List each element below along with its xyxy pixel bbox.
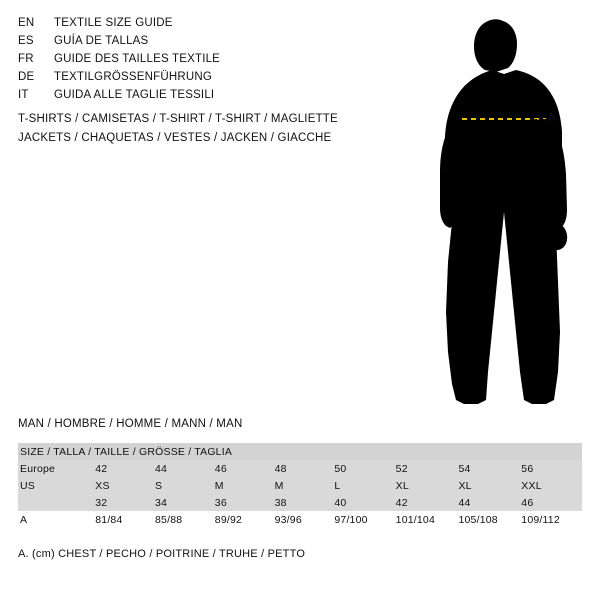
category-list	[18, 110, 338, 148]
language-code: FR	[18, 53, 34, 65]
language-list	[18, 14, 418, 104]
cell: 44	[153, 460, 213, 477]
cell: 38	[273, 494, 333, 511]
list-item	[18, 50, 418, 68]
cell: XXL	[519, 477, 582, 494]
size-table	[18, 443, 582, 528]
cell: 34	[153, 494, 213, 511]
cell: 46	[519, 494, 582, 511]
marker-label-a: A	[548, 112, 556, 124]
cell: 105/108	[456, 511, 519, 528]
cell: 50	[332, 460, 393, 477]
cell: 89/92	[213, 511, 273, 528]
language-title: GUIDA ALLE TAGLIE TESSILI	[54, 89, 215, 101]
cell: 42	[93, 460, 153, 477]
cell: 52	[394, 460, 457, 477]
cell: S	[153, 477, 213, 494]
language-title: TEXTILE SIZE GUIDE	[54, 17, 173, 29]
cell: 46	[213, 460, 273, 477]
cell: 42	[394, 494, 457, 511]
language-title: GUIDE DES TAILLES TEXTILE	[54, 53, 221, 65]
category-jackets: JACKETS / CHAQUETAS / VESTES / JACKEN / GIACCHE	[18, 132, 332, 144]
cell: XS	[93, 477, 153, 494]
cell: XL	[456, 477, 519, 494]
table-header-label: SIZE / TALLA / TAILLE / GRÖSSE / TAGLIA	[18, 443, 582, 460]
list-item	[18, 86, 418, 104]
row-label	[18, 494, 93, 511]
cell: 81/84	[93, 511, 153, 528]
language-code: IT	[18, 89, 29, 101]
cell: 40	[332, 494, 393, 511]
table-row	[18, 477, 582, 494]
list-item	[18, 14, 418, 32]
footnote-chest: A. (cm) CHEST / PECHO / POITRINE / TRUHE / PETTO	[18, 548, 306, 560]
table-row	[18, 511, 582, 528]
language-code: ES	[18, 35, 34, 47]
list-item	[18, 68, 418, 86]
marker-leader-line	[530, 119, 546, 120]
category-tshirts: T-SHIRTS / CAMISETAS / T-SHIRT / T-SHIRT / MAGLIETTE	[18, 113, 338, 125]
cell: M	[213, 477, 273, 494]
cell: M	[273, 477, 333, 494]
cell: 48	[273, 460, 333, 477]
language-code: EN	[18, 17, 35, 29]
cell: 54	[456, 460, 519, 477]
table-row	[18, 460, 582, 477]
row-label: Europe	[18, 460, 93, 477]
row-label: US	[18, 477, 93, 494]
row-label: A	[18, 511, 93, 528]
cell: 93/96	[273, 511, 333, 528]
table-row	[18, 494, 582, 511]
cell: 44	[456, 494, 519, 511]
list-item	[18, 32, 418, 50]
cell: 32	[93, 494, 153, 511]
section-title-man: MAN / HOMBRE / HOMME / MANN / MAN	[18, 418, 243, 430]
cell: 97/100	[332, 511, 393, 528]
cell: XL	[394, 477, 457, 494]
male-torso-silhouette	[400, 12, 600, 412]
cell: L	[332, 477, 393, 494]
table-header-row	[18, 443, 582, 460]
cell: 85/88	[153, 511, 213, 528]
language-code: DE	[18, 71, 35, 83]
language-title: TEXTILGRÖSSENFÜHRUNG	[54, 71, 212, 83]
figure-illustration	[400, 12, 600, 412]
cell: 36	[213, 494, 273, 511]
language-title: GUÍA DE TALLAS	[54, 35, 149, 47]
cell: 56	[519, 460, 582, 477]
cell: 101/104	[394, 511, 457, 528]
cell: 109/112	[519, 511, 582, 528]
